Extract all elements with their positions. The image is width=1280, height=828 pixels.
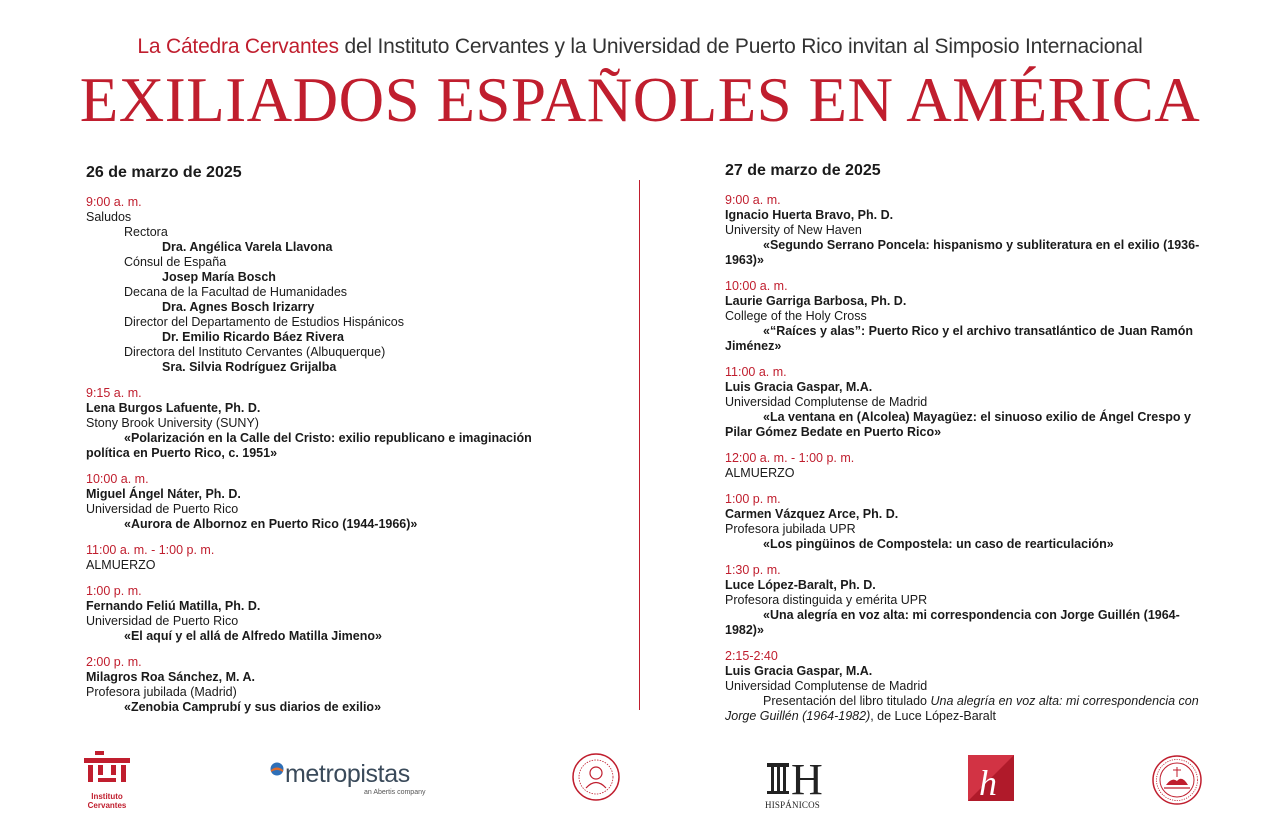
cervantes-emblem-icon: [80, 751, 134, 787]
session-talk: «Una alegría en voz alta: mi correspondencia con Jorge Guillén (1964-1982)»: [725, 608, 1180, 637]
greetings-label: Saludos: [86, 210, 132, 224]
session-time: 2:15-2:40: [725, 649, 778, 663]
instituto-cervantes-logo: [80, 751, 134, 811]
sponsor-logos: [0, 745, 1280, 815]
session-talk: «La ventana en (Alcolea) Mayagüez: el sinuoso exilio de Ángel Crespo y Pilar Gómez Bedate en Puerto Rico»: [725, 410, 1191, 439]
session-speaker: Lena Burgos Lafuente, Ph. D.: [86, 401, 261, 415]
session-item: [86, 386, 556, 461]
session-time: 9:00 a. m.: [86, 195, 142, 209]
day1-date: 26 de marzo de 2025: [86, 164, 242, 181]
metropistas-globe-icon: [270, 762, 284, 776]
session-time: 9:00 a. m.: [725, 193, 781, 207]
svg-text:h: h: [979, 763, 997, 801]
session-speaker: Miguel Ángel Náter, Ph. D.: [86, 487, 241, 501]
session-affiliation: Universidad Complutense de Madrid: [725, 395, 928, 409]
hispanicos-logo: [765, 757, 833, 810]
session-affiliation: Stony Brook University (SUNY): [86, 416, 259, 430]
session-talk: «Los pingüinos de Compostela: un caso de rearticulación»: [763, 537, 1114, 551]
session-talk: «Aurora de Albornoz en Puerto Rico (1944-1966)»: [124, 517, 418, 531]
upr-seal-icon: [1152, 755, 1202, 805]
session-time: 11:00 a. m. - 1:00 p. m.: [86, 543, 215, 557]
session-speaker: Carmen Vázquez Arce, Ph. D.: [725, 507, 899, 521]
day1-column: [86, 163, 556, 726]
upr-seal-logo: [1152, 755, 1202, 810]
session-time: 12:00 a. m. - 1:00 p. m.: [725, 451, 855, 465]
metropistas-subtitle: an Abertis company: [364, 789, 426, 796]
session-speaker: Laurie Garriga Barbosa, Ph. D.: [725, 294, 907, 308]
intro-text: del Instituto Cervantes y la Universidad de Puerto Rico invitan al Simposio Internacional: [338, 35, 1143, 58]
session-affiliation: Universidad de Puerto Rico: [86, 614, 239, 628]
cervantes-text-line2: Cervantes: [87, 801, 127, 810]
hispanicos-text: HISPÁNICOS: [765, 800, 821, 810]
greet-role: Decana de la Facultad de Humanidades: [124, 285, 348, 299]
session-item: [725, 279, 1215, 354]
session-time: 10:00 a. m.: [86, 472, 149, 486]
greet-name: Josep María Bosch: [162, 270, 276, 284]
day2-date: 27 de marzo de 2025: [725, 162, 881, 179]
session-speaker: Luis Gracia Gaspar, M.A.: [725, 664, 873, 678]
session-affiliation: Universidad Complutense de Madrid: [725, 679, 928, 693]
greetings-session: [86, 195, 556, 375]
session-time: 9:15 a. m.: [86, 386, 142, 400]
session-speaker: Luis Gracia Gaspar, M.A.: [725, 380, 873, 394]
session-affiliation: Profesora jubilada (Madrid): [86, 685, 237, 699]
session-talk: «“Raíces y alas”: Puerto Rico y el archivo transatlántico de Juan Ramón Jiménez»: [725, 324, 1194, 353]
session-item: [86, 584, 556, 644]
seal-portrait-icon: [572, 753, 620, 801]
session-affiliation: Profesora distinguida y emérita UPR: [725, 593, 928, 607]
lunch-break: [86, 543, 556, 573]
greet-name: Dr. Emilio Ricardo Báez Rivera: [162, 330, 345, 344]
greet-role: Cónsul de España: [124, 255, 227, 269]
session-item: [725, 492, 1215, 552]
session-item: [725, 649, 1215, 724]
session-time: 2:00 p. m.: [86, 655, 142, 669]
svg-text:H: H: [791, 757, 823, 797]
greet-role: Directora del Instituto Cervantes (Albuquerque): [124, 345, 386, 359]
book-title: Una alegría en voz alta: mi correspondencia con Jorge Guillén (1964-1982): [725, 694, 1199, 723]
session-speaker: Fernando Feliú Matilla, Ph. D.: [86, 599, 261, 613]
session-talk: «Segundo Serrano Poncela: hispanismo y subliteratura en el exilio (1936-1963)»: [725, 238, 1200, 267]
lunch-break: [725, 451, 1215, 481]
university-seal-logo: [572, 753, 620, 806]
humanidades-h-icon: [968, 755, 1014, 801]
session-affiliation: College of the Holy Cross: [725, 309, 867, 323]
metropistas-logo: [270, 759, 430, 799]
session-talk: «El aquí y el allá de Alfredo Matilla Jimeno»: [124, 629, 382, 643]
session-talk: «Polarización en la Calle del Cristo: exilio republicano e imaginación política en Puerto Rico, c. 1951»: [86, 431, 532, 460]
greet-role: Director del Departamento de Estudios Hispánicos: [124, 315, 404, 329]
humanidades-logo: [968, 755, 1014, 806]
session-affiliation: Universidad de Puerto Rico: [86, 502, 239, 516]
presentation-prefix: Presentación del libro titulado: [763, 694, 931, 708]
session-time: 1:30 p. m.: [725, 563, 781, 577]
lunch-label: ALMUERZO: [725, 466, 795, 480]
cervantes-text-line1: Instituto: [91, 792, 123, 801]
session-speaker: Ignacio Huerta Bravo, Ph. D.: [725, 208, 894, 222]
page-title: EXILIADOS ESPAÑOLES EN AMÉRICA: [79, 65, 1201, 135]
session-time: 1:00 p. m.: [86, 584, 142, 598]
session-talk: «Zenobia Camprubí y sus diarios de exilio»: [124, 700, 382, 714]
session-speaker: Milagros Roa Sánchez, M. A.: [86, 670, 256, 684]
lunch-label: ALMUERZO: [86, 558, 156, 572]
greet-role: Rectora: [124, 225, 168, 239]
greet-name: Dra. Agnes Bosch Irizarry: [162, 300, 315, 314]
book-presentation: [725, 694, 1215, 724]
session-speaker: Luce López-Baralt, Ph. D.: [725, 578, 876, 592]
session-time: 1:00 p. m.: [725, 492, 781, 506]
session-affiliation: Profesora jubilada UPR: [725, 522, 856, 536]
session-item: [86, 655, 556, 715]
greet-name: Dra. Angélica Varela Llavona: [162, 240, 333, 254]
session-time: 11:00 a. m.: [725, 365, 787, 379]
column-divider: [639, 180, 640, 710]
session-item: [725, 563, 1215, 638]
metropistas-wordmark: metropistas: [285, 760, 410, 788]
presentation-suffix: , de Luce López-Baralt: [870, 709, 997, 723]
session-time: 10:00 a. m.: [725, 279, 788, 293]
hispanicos-column-icon: [765, 757, 833, 797]
session-affiliation: University of New Haven: [725, 223, 862, 237]
catedra-name: La Cátedra Cervantes: [137, 35, 339, 58]
session-item: [725, 365, 1215, 440]
day2-column: [725, 161, 1215, 735]
session-item: [725, 193, 1215, 268]
header-intro: [0, 35, 1280, 59]
session-item: [86, 472, 556, 532]
greet-name: Sra. Silvia Rodríguez Grijalba: [162, 360, 337, 374]
